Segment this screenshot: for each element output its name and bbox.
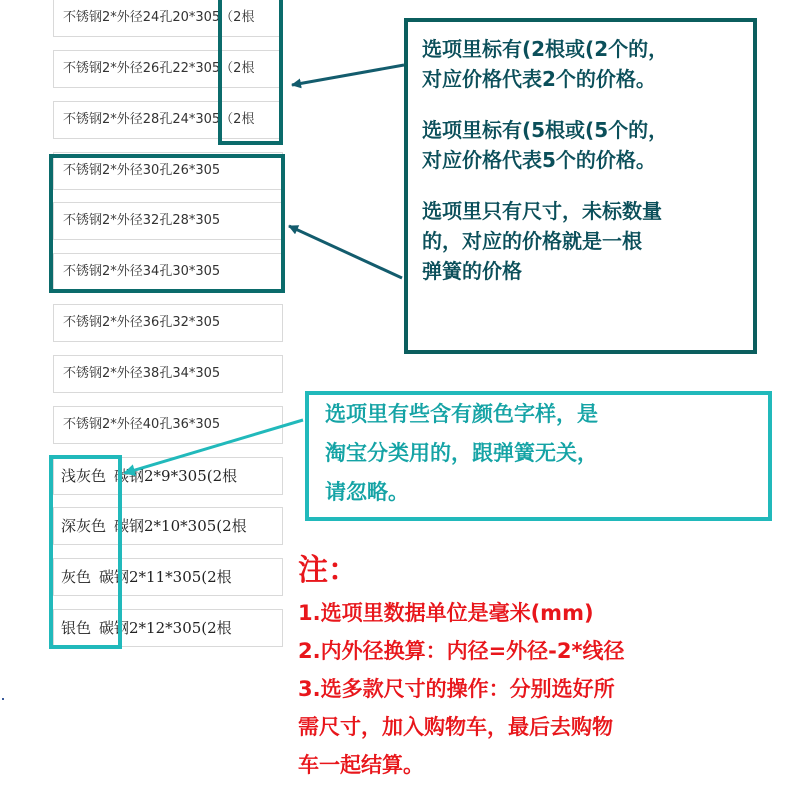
note-line: 车一起结算。 (298, 753, 424, 777)
option-item[interactable]: 不锈钢2*外径24孔20*305（2根 (53, 0, 283, 37)
arrow-to-color-words (125, 420, 303, 473)
note-line: 3.选多款尺寸的操作：分别选好所 (298, 677, 615, 701)
option-item[interactable]: 灰色 碳钢2*11*305(2根 (53, 558, 283, 596)
option-item[interactable]: 银色 碳钢2*12*305(2根 (53, 609, 283, 647)
callout-color-note: 选项里有些含有颜色字样，是 淘宝分类用的，跟弹簧无关， 请忽略。 (305, 391, 772, 521)
callout-paragraph: 选项里标有(2根或(2个的， 对应价格代表2个的价格。 (422, 37, 669, 91)
option-item[interactable]: 不锈钢2*外径30孔26*305 (53, 152, 283, 190)
option-item[interactable]: 不锈钢2*外径40孔36*305 (53, 406, 283, 444)
option-item[interactable]: 浅灰色 碳钢2*9*305(2根 (53, 457, 283, 495)
note-line: 需尺寸，加入购物车，最后去购物 (298, 715, 613, 739)
stray-mark (2, 698, 4, 700)
callout-paragraph: 选项里只有尺寸，未标数量 的，对应的价格就是一根 弹簧的价格 (422, 199, 662, 283)
color-label: 灰色 (61, 568, 92, 586)
color-label: 银色 (61, 619, 92, 637)
note-line: 1.选项里数据单位是毫米(mm) (298, 601, 594, 625)
callout-quantity-rules (404, 18, 757, 354)
option-item[interactable]: 不锈钢2*外径36孔32*305 (53, 304, 283, 342)
option-item[interactable]: 不锈钢2*外径38孔34*305 (53, 355, 283, 393)
option-item[interactable]: 深灰色 碳钢2*10*305(2根 (53, 507, 283, 545)
arrow-to-size-only (289, 226, 402, 278)
color-label: 浅灰色 (61, 467, 107, 485)
note-line: 2.内外径换算：内径=外径-2*线径 (298, 639, 625, 663)
option-item[interactable]: 不锈钢2*外径28孔24*305（2根 (53, 101, 283, 139)
option-item[interactable]: 不锈钢2*外径32孔28*305 (53, 202, 283, 240)
note-title: 注： (298, 553, 358, 588)
option-item[interactable]: 不锈钢2*外径26孔22*305（2根 (53, 50, 283, 88)
note-section (298, 548, 788, 784)
callout-paragraph: 选项里标有(5根或(5个的， 对应价格代表5个的价格。 (422, 118, 669, 172)
color-label: 深灰色 (61, 517, 107, 535)
arrow-to-quantity (292, 65, 404, 85)
option-item[interactable]: 不锈钢2*外径34孔30*305 (53, 253, 283, 291)
